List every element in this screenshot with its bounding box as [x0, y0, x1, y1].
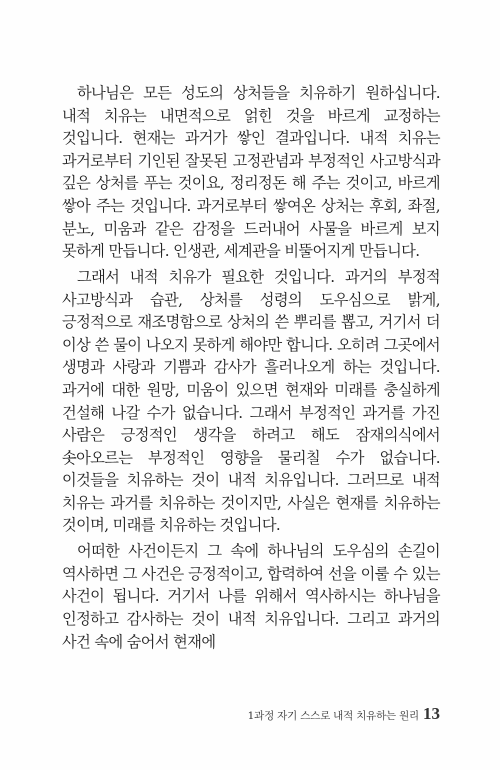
page-footer [248, 704, 440, 728]
running-title: 1과정 자기 스스로 내적 치유하는 원리 [247, 710, 419, 722]
body-text [62, 82, 440, 656]
paragraph-3: 어떠한 사건이든지 그 속에 하나님의 도우심의 손길이 역사하면 그 사건은 긍정적이고, 합력하여 선을 이룰 수 있는 사건이 됩니다. 거기서 나를 위해서 역사하시는 하나님을 인정하고 감사하는 것이 내적 치유입니다. 그리고 과거의 사건 속에 숨어서 현재에 [62, 542, 440, 651]
paragraph-2: 그래서 내적 치유가 필요한 것입니다. 과거의 부정적 사고방식과 습관, 상처를 성령의 도우심으로 밝게, 긍정적으로 재조명함으로 상처의 쓴 뿌리를 뽑고, 거기서 더 이상 쓴 물이 나오지 못하게 해야만 합니다. 오히려 그곳에서 생명과 사랑과 기쁨과 감사가 흘러나오게 하는 것입니다. 과거에 대한 원망, 미움이 있으면 현재와 미래를 충실하게 건설해 나갈 수가 없습니다. 그래서 부정적인 과거를 가진 사람은 긍정적인 생각을 하려고 해도 잠재의식에서 솟아오르는 부정적인 영향을 물리칠 수가 없습니다. 이것들을 치유하는 것이 내적 치유입니다. 그러므로 내적 치유는 과거를 치유하는 것이지만, 사실은 현재를 치유하는 것이며, 미래를 치유하는 것입니다. [62, 267, 440, 535]
paragraph-1: 하나님은 모든 성도의 상처들을 치유하기 원하십니다. 내적 치유는 내면적으로 얽힌 것을 바르게 교정하는 것입니다. 현재는 과거가 쌓인 결과입니다. 내적 치유는 과거로부터 기인된 잘못된 고정관념과 부정적인 사고방식과 깊은 상처를 푸는 것이요, 정리정돈 해 주는 것이고, 바르게 쌓아 주는 것입니다. 과거로부터 쌓여온 상처는 후회, 좌절, 분노, 미움과 같은 감정을 드러내어 사물을 바르게 보지 못하게 만듭니다. 인생관, 세계관을 비뚤어지게 만듭니다. [62, 84, 440, 261]
page-number: 13 [423, 704, 440, 723]
